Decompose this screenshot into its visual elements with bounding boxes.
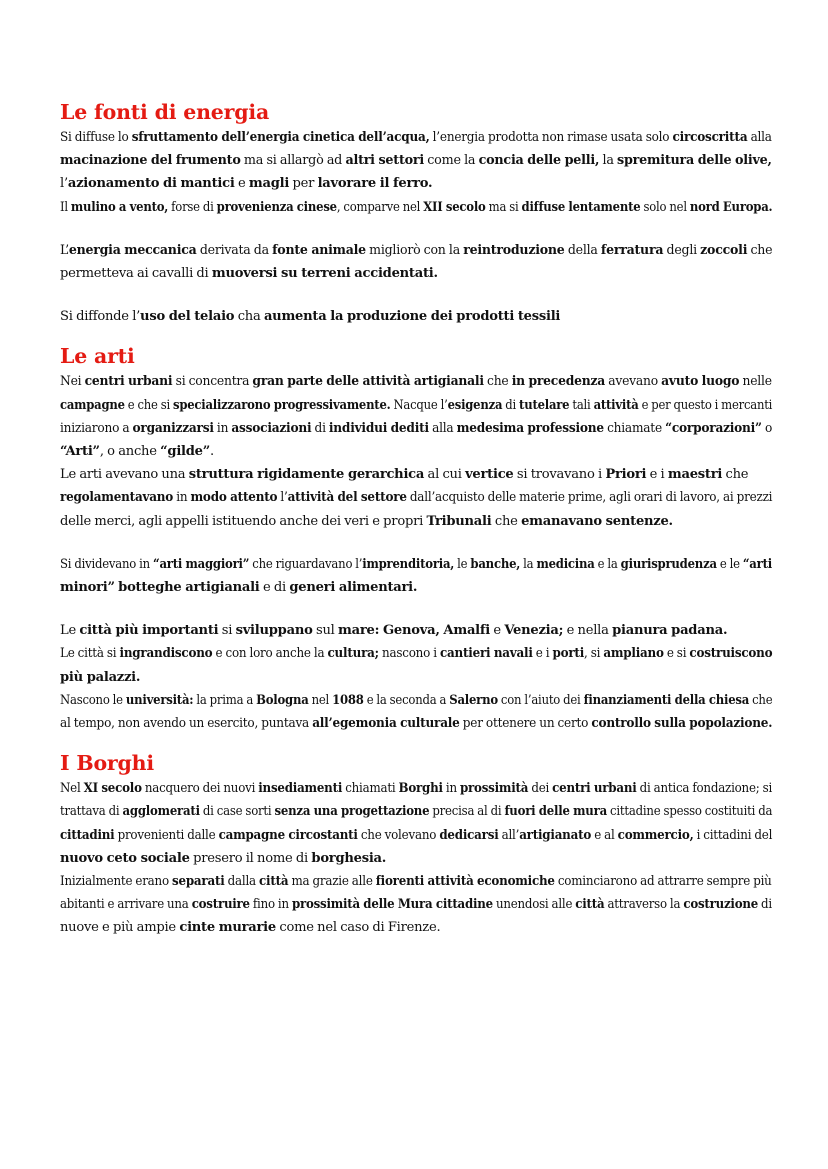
bold-text: campagne	[60, 397, 125, 413]
plain-text: e la	[594, 556, 621, 572]
plain-text: precisa al di	[429, 804, 505, 820]
plain-text: nel	[308, 692, 333, 708]
text-line	[60, 172, 772, 195]
plain-text: chiamate	[603, 420, 666, 436]
section-heading: Le fonti di energia	[60, 100, 270, 124]
bold-text: artigianato	[519, 827, 592, 843]
bold-text: spremitura delle olive,	[617, 153, 772, 169]
plain-text: della	[564, 242, 601, 258]
plain-text: presero il nome di	[189, 850, 312, 866]
bold-text: specializzarono progressivamente.	[173, 397, 391, 413]
bold-text: commercio,	[617, 827, 694, 843]
plain-text: tali	[569, 397, 594, 413]
bold-text: provenienza cinese	[216, 199, 337, 215]
plain-text: si	[218, 623, 236, 639]
plain-text: come nel caso di Firenze.	[275, 920, 441, 936]
plain-text: le	[454, 556, 471, 572]
plain-text: Le città si	[60, 646, 120, 662]
bold-text: generi alimentari.	[289, 580, 418, 596]
plain-text: l’	[60, 176, 68, 192]
bold-text: Priori	[605, 467, 647, 483]
text-line	[60, 712, 773, 735]
plain-text: in	[173, 490, 191, 506]
plain-text: si trovavano i	[513, 467, 606, 483]
plain-text: , o anche	[99, 444, 161, 460]
paragraph	[60, 126, 772, 219]
plain-text: delle merci, agli appelli istituendo anche dei veri e propri	[60, 513, 427, 529]
bold-text: altri settori	[345, 153, 424, 169]
plain-text: unendosi alle	[492, 897, 576, 913]
bold-text: modo attento	[190, 490, 278, 506]
plain-text: e i	[532, 646, 553, 662]
plain-text: , comparve nel	[336, 199, 424, 215]
section-heading: Le arti	[60, 344, 135, 369]
plain-text: sul	[312, 623, 338, 639]
plain-text: Il	[60, 199, 71, 215]
paragraph-gap	[60, 599, 772, 619]
plain-text: la	[520, 556, 537, 572]
bold-text: mare: Genova, Amalfi	[338, 623, 491, 639]
bold-text: concia delle pelli,	[478, 153, 600, 169]
text-line	[60, 486, 773, 509]
paragraph-gap	[60, 219, 772, 239]
plain-text: di	[311, 420, 329, 436]
bold-text: giurisprudenza	[620, 556, 717, 572]
plain-text: attraverso la	[604, 897, 684, 913]
plain-text: chiamati	[342, 781, 399, 797]
plain-text: e la seconda a	[363, 692, 450, 708]
plain-text: e	[234, 176, 249, 192]
bold-text: maestri	[667, 467, 723, 483]
bold-text: organizzarsi	[132, 420, 214, 436]
bold-text: cinte murarie	[179, 920, 276, 936]
bold-text: all’egemonia culturale	[312, 716, 460, 732]
text-line	[60, 553, 772, 576]
bold-text: Venezia;	[504, 623, 564, 639]
section-arti	[60, 342, 772, 735]
plain-text: Nel	[60, 781, 84, 797]
plain-text: l’	[277, 490, 288, 506]
bold-text: città più importanti	[79, 623, 219, 639]
bold-text: avuto luogo	[661, 374, 740, 390]
plain-text: nacquero dei nuovi	[141, 781, 259, 797]
plain-text: di	[757, 897, 772, 913]
plain-text: provenienti dalle	[114, 827, 219, 843]
plain-text: alla	[428, 420, 457, 436]
text-line	[60, 870, 772, 893]
text-line	[60, 916, 772, 939]
plain-text: cittadine spesso costituiti da	[606, 804, 773, 820]
text-line	[60, 417, 773, 440]
plain-text: o	[761, 420, 773, 436]
bold-text: “Arti”	[60, 444, 100, 460]
plain-text: che	[749, 692, 773, 708]
plain-text: L’	[60, 242, 69, 258]
bold-text: azionamento di mantici	[67, 176, 235, 192]
bold-text: banche,	[470, 556, 521, 572]
plain-text: come la	[423, 153, 479, 169]
text-line	[60, 463, 772, 486]
text-line	[60, 370, 772, 393]
plain-text: la prima a	[193, 692, 257, 708]
plain-text: fino in	[249, 897, 292, 913]
bold-text: diffuse lentamente	[521, 199, 641, 215]
plain-text: si concentra	[172, 374, 253, 390]
bold-text: circoscritta	[672, 130, 748, 145]
bold-text: “arti maggiori”	[152, 556, 250, 572]
paragraph	[60, 239, 772, 285]
plain-text: e con loro anche la	[212, 646, 328, 662]
bold-text: Tribunali	[426, 513, 492, 529]
plain-text: migliorò con la	[365, 242, 464, 258]
plain-text: dei	[528, 781, 553, 797]
bold-text: reintroduzione	[463, 242, 565, 258]
text-line	[60, 440, 772, 463]
bold-text: centri urbani	[84, 374, 173, 390]
text-line	[60, 262, 772, 285]
bold-text: botteghe artigianali	[118, 580, 260, 596]
bold-text: “corporazioni”	[665, 420, 762, 436]
bold-text: esigenza	[447, 397, 503, 413]
plain-text: che	[747, 242, 773, 258]
bold-text: costruzione	[683, 897, 758, 913]
plain-text: Si dividevano in	[60, 556, 153, 572]
plain-text: Nei	[60, 374, 85, 390]
text-line	[60, 642, 773, 665]
text-line	[60, 847, 772, 870]
plain-text: di antica fondazione; si	[636, 781, 773, 797]
bold-text: Borghi	[398, 781, 443, 797]
bold-text: uso del telaio	[140, 309, 235, 325]
bold-text: vertice	[465, 467, 514, 483]
plain-text: che	[491, 513, 522, 529]
plain-text: avevano	[605, 374, 662, 390]
plain-text: e che si	[124, 397, 174, 413]
plain-text: che	[722, 467, 749, 483]
bold-text: zoccoli	[700, 242, 748, 258]
plain-text: dalla	[224, 874, 260, 890]
paragraph	[60, 777, 772, 939]
bold-text: individui dediti	[328, 420, 429, 436]
plain-text: Si diffuse lo	[60, 130, 132, 145]
section-borghi	[60, 749, 772, 939]
text-line	[60, 149, 772, 172]
text-line	[60, 800, 773, 823]
bold-text: fonte animale	[272, 242, 366, 258]
plain-text: derivata da	[196, 242, 273, 258]
bold-text: città	[575, 897, 605, 913]
text-line	[60, 196, 773, 219]
plain-text: alla	[747, 130, 772, 145]
plain-text: in	[442, 781, 460, 797]
plain-text: trattava di	[60, 804, 123, 820]
bold-text: ampliano	[603, 646, 664, 662]
bold-text: muoversi su terreni accidentati.	[211, 266, 438, 282]
plain-text: nelle	[739, 374, 772, 390]
plain-text: e per questo i mercanti	[638, 397, 773, 413]
plain-text: per	[289, 176, 318, 192]
document-body	[60, 98, 772, 940]
bold-text: minori”	[60, 580, 115, 596]
bold-text: insediamenti	[258, 781, 343, 797]
bold-text: prossimità delle Mura cittadine	[291, 897, 493, 913]
plain-text: l’energia prodotta non rimase usata solo	[429, 130, 673, 145]
bold-text: nuovo ceto sociale	[60, 850, 190, 866]
plain-text: dall’acquisto delle materie prime, agli orari di lavoro, ai prezzi	[406, 490, 773, 506]
bold-text: energia meccanica	[68, 242, 197, 258]
bold-text: emanavano sentenze.	[521, 513, 673, 529]
plain-text: degli	[663, 242, 701, 258]
plain-text: Inizialmente erano	[60, 874, 173, 890]
bold-text: senza una progettazione	[274, 804, 430, 820]
plain-text: , si	[584, 646, 604, 662]
plain-text: iniziarono a	[60, 420, 133, 436]
text-line	[60, 893, 772, 916]
bold-text: più palazzi.	[60, 669, 141, 685]
bold-text: “arti	[742, 556, 772, 572]
text-line	[60, 510, 772, 533]
bold-text: Salerno	[449, 692, 498, 708]
plain-text: nuove e più ampie	[60, 920, 180, 936]
bold-text: attività	[593, 397, 639, 413]
plain-text: di	[502, 397, 520, 413]
bold-text: XI secolo	[83, 781, 142, 797]
bold-text: magli	[248, 176, 290, 192]
plain-text: al cui	[424, 467, 466, 483]
bold-text: mulino a vento,	[70, 199, 169, 215]
bold-text: nord Europa.	[689, 199, 773, 215]
bold-text: finanziamenti della chiesa	[583, 692, 750, 708]
plain-text: che volevano	[357, 827, 440, 843]
paragraph	[60, 553, 772, 599]
plain-text: al tempo, non avendo un esercito, puntava	[60, 716, 313, 732]
plain-text: e al	[591, 827, 618, 843]
text-line	[60, 666, 772, 689]
bold-text: tutelare	[519, 397, 570, 413]
text-line	[60, 824, 773, 847]
plain-text: ma si	[485, 199, 522, 215]
bold-text: attività del settore	[287, 490, 407, 506]
bold-text: costruire	[191, 897, 250, 913]
plain-text: abitanti e arrivare una	[60, 897, 192, 913]
bold-text: sviluppano	[235, 623, 313, 639]
bold-text: fuori delle mura	[504, 804, 607, 820]
plain-text: .	[210, 444, 214, 460]
paragraph	[60, 305, 772, 328]
plain-text: per ottenere un certo	[459, 716, 592, 732]
bold-text: agglomerati	[122, 804, 200, 820]
text-line	[60, 239, 773, 262]
text-line	[60, 619, 772, 642]
bold-text: imprenditoria,	[362, 556, 455, 572]
plain-text: e	[490, 623, 505, 639]
plain-text: cominciarono ad attrarre sempre più	[554, 874, 772, 890]
bold-text: ingrandiscono	[119, 646, 213, 662]
paragraph-gap	[60, 533, 772, 553]
bold-text: porti	[552, 646, 585, 662]
plain-text: ma grazie alle	[288, 874, 376, 890]
plain-text: la	[599, 153, 618, 169]
bold-text: controllo sulla popolazione.	[591, 716, 773, 732]
paragraph	[60, 370, 772, 532]
section-fonti-di-energia	[60, 98, 772, 328]
plain-text: cha	[234, 309, 264, 325]
text-line	[60, 777, 773, 800]
bold-text: struttura rigidamente gerarchica	[188, 467, 425, 483]
bold-text: campagne circostanti	[218, 827, 358, 843]
bold-text: macinazione del frumento	[60, 153, 241, 169]
plain-text: forse di	[168, 199, 217, 215]
plain-text: Nascono le	[60, 692, 126, 708]
bold-text: ferratura	[600, 242, 664, 258]
plain-text: permetteva ai cavalli di	[60, 266, 212, 282]
bold-text: associazioni	[231, 420, 312, 436]
bold-text: costruiscono	[689, 646, 773, 662]
bold-text: sfruttamento dell’energia cinetica dell’acqua,	[131, 130, 430, 145]
plain-text: ma si allargò ad	[240, 153, 346, 169]
plain-text: che	[483, 374, 512, 390]
plain-text: e di	[259, 580, 290, 596]
plain-text: con l’aiuto dei	[497, 692, 584, 708]
bold-text: città	[259, 874, 289, 890]
bold-text: cittadini	[60, 827, 115, 843]
text-line	[60, 394, 773, 417]
text-line	[60, 305, 772, 328]
plain-text: di case sorti	[199, 804, 275, 820]
text-line	[60, 689, 773, 712]
bold-text: medicina	[536, 556, 595, 572]
bold-text: lavorare il ferro.	[317, 176, 433, 192]
bold-text: fiorenti attività economiche	[375, 874, 555, 890]
bold-text: aumenta la produzione dei prodotti tessili	[263, 309, 561, 325]
plain-text: e si	[663, 646, 690, 662]
paragraph-gap	[60, 285, 772, 305]
bold-text: XII secolo	[423, 199, 486, 215]
bold-text: Bologna	[256, 692, 309, 708]
plain-text: i cittadini del	[693, 827, 773, 843]
plain-text: nascono i	[378, 646, 440, 662]
bold-text: medesima professione	[456, 420, 604, 436]
bold-text: regolamentavano	[60, 490, 174, 506]
bold-text: cultura;	[327, 646, 379, 662]
plain-text: Le arti avevano una	[60, 467, 189, 483]
plain-text: e i	[646, 467, 668, 483]
plain-text: che riguardavano l’	[249, 556, 363, 572]
paragraph	[60, 619, 772, 735]
plain-text: all’	[498, 827, 520, 843]
bold-text: cantieri navali	[439, 646, 533, 662]
bold-text: gran parte delle attività artigianali	[252, 374, 484, 390]
bold-text: “gilde”	[160, 444, 211, 460]
bold-text: separati	[172, 874, 225, 890]
bold-text: 1088	[332, 692, 364, 708]
bold-text: prossimità	[459, 781, 529, 797]
bold-text: pianura padana.	[612, 623, 728, 639]
bold-text: dedicarsi	[439, 827, 499, 843]
text-line	[60, 576, 772, 599]
plain-text: e le	[716, 556, 743, 572]
text-line	[60, 126, 772, 149]
bold-text: borghesia.	[311, 850, 387, 866]
plain-text: e nella	[563, 623, 613, 639]
plain-text: solo nel	[640, 199, 690, 215]
plain-text: Nacque l’	[390, 397, 448, 413]
section-heading: I Borghi	[60, 751, 154, 776]
bold-text: centri urbani	[552, 781, 637, 797]
plain-text: Si diffonde l’	[60, 309, 141, 325]
bold-text: in precedenza	[511, 374, 606, 390]
bold-text: università:	[125, 692, 194, 708]
plain-text: Le	[60, 623, 80, 639]
plain-text: in	[213, 420, 232, 436]
